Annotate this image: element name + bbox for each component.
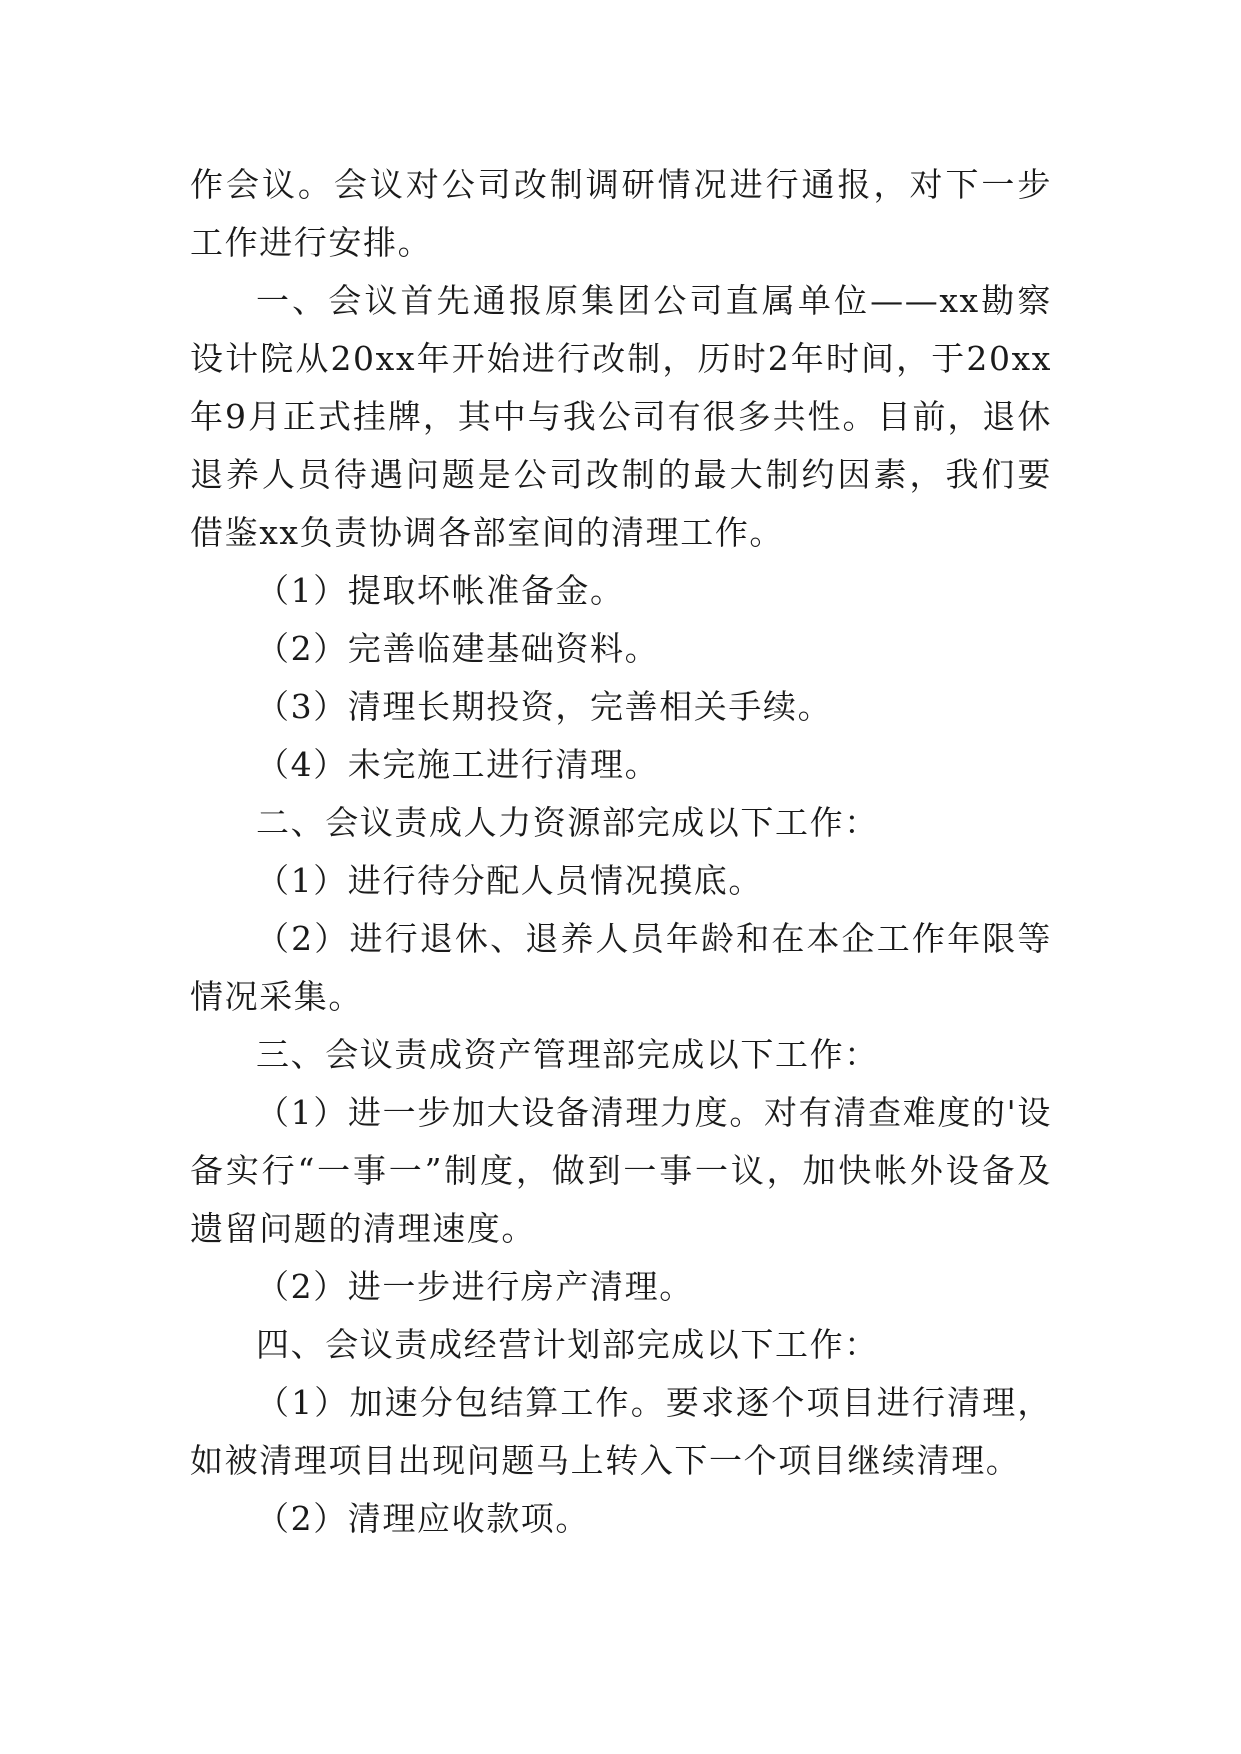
paragraph-item: （2）进行退休、退养人员年龄和在本企工作年限等情况采集。 bbox=[190, 919, 1052, 1016]
paragraph-continuation: 作会议。会议对公司改制调研情况进行通报，对下一步工作进行安排。 bbox=[190, 165, 1052, 262]
paragraph-item: （1）进一步加大设备清理力度。对有清查难度的'设备实行“一事一”制度，做到一事一议，加快帐外设备及遗留问题的清理速度。 bbox=[190, 1093, 1052, 1248]
paragraph-section-two: 二、会议责成人力资源部完成以下工作： bbox=[256, 803, 879, 842]
paragraph-section-one: 一、会议首先通报原集团公司直属单位——xx勘察设计院从20xx年开始进行改制，历时2年时间，于20xx年9月正式挂牌，其中与我公司有很多共性。目前，退休退养人员待遇问题是公司改制的最大制约因素，我们要借鉴xx负责协调各部室间的清理工作。 bbox=[190, 281, 1052, 552]
paragraph-item: （2）进一步进行房产清理。 bbox=[256, 1267, 694, 1306]
paragraph-item: （1）提取坏帐准备金。 bbox=[256, 571, 625, 610]
paragraph-item: （2）清理应收款项。 bbox=[256, 1499, 590, 1538]
paragraph-item: （4）未完施工进行清理。 bbox=[256, 745, 660, 784]
paragraph-item: （1）加速分包结算工作。要求逐个项目进行清理，如被清理项目出现问题马上转入下一个项目继续清理。 bbox=[190, 1383, 1052, 1480]
paragraph-section-four: 四、会议责成经营计划部完成以下工作： bbox=[256, 1325, 879, 1364]
paragraph-item: （3）清理长期投资，完善相关手续。 bbox=[256, 687, 833, 726]
paragraph-item: （1）进行待分配人员情况摸底。 bbox=[256, 861, 763, 900]
paragraph-item: （2）完善临建基础资料。 bbox=[256, 629, 660, 668]
paragraph-section-three: 三、会议责成资产管理部完成以下工作： bbox=[256, 1035, 879, 1074]
document-body bbox=[190, 156, 1052, 1548]
